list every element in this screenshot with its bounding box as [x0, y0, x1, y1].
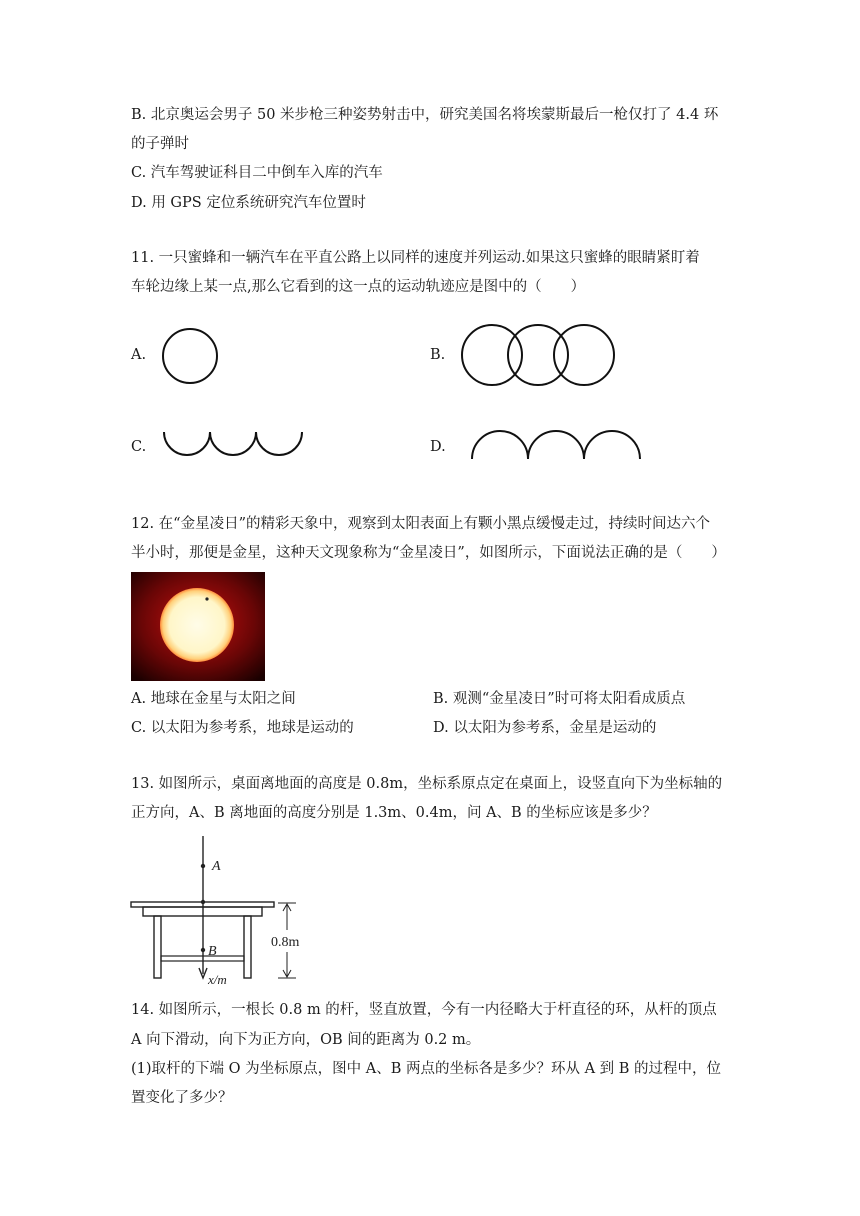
q11-stem-line1: 11. 一只蜜蜂和一辆汽车在平直公路上以同样的速度并列运动.如果这只蜜蜂的眼睛紧盯着	[131, 250, 700, 266]
q14-part1-line2: 置变化了多少？	[131, 1090, 233, 1106]
q11-figure-b-overlapping-circles	[458, 322, 620, 388]
q10-option-b-line2: 的子弹时	[131, 136, 189, 152]
q11-figure-a-circle	[160, 326, 222, 388]
q13-stem-line1: 13. 如图所示，桌面离地面的高度是 0.8m，坐标系原点定在桌面上，设竖直向下为坐标轴的	[131, 776, 723, 792]
x-axis-label: x/m	[208, 972, 227, 987]
q11-figure-c-cups	[160, 428, 310, 462]
q11-figure-d-arches	[468, 425, 648, 461]
point-a-label: A	[212, 859, 221, 874]
q11-label-c: C.	[131, 439, 147, 455]
q12-option-a: A. 地球在金星与太阳之间	[131, 691, 296, 707]
q14-stem-line1: 14. 如图所示，一根长 0.8 m 的杆，竖直放置，今有一内径略大于杆直径的环，从杆的顶点	[131, 1002, 717, 1018]
height-label: 0.8m	[271, 935, 300, 950]
point-b-label: B	[208, 944, 217, 959]
q12-stem-line1: 12. 在“金星凌日”的精彩天象中，观察到太阳表面上有颗小黑点缓慢走过，持续时间达六个	[131, 516, 710, 532]
q12-stem-line2: 半小时，那便是金星，这种天文现象称为“金星凌日”，如图所示，下面说法正确的是（ ）	[131, 545, 726, 561]
q10-option-b-line1: B. 北京奥运会男子 50 米步枪三种姿势射击中，研究美国名将埃蒙斯最后一枪仅打了 4.4 环	[131, 107, 719, 123]
q13-table-diagram	[128, 832, 318, 987]
q12-option-c: C. 以太阳为参考系，地球是运动的	[131, 720, 354, 736]
q11-label-d: D.	[430, 439, 446, 455]
q10-option-c: C. 汽车驾驶证科目二中倒车入库的汽车	[131, 165, 383, 181]
venus-transit-photo	[131, 572, 265, 681]
q14-part1-line1: (1)取杆的下端 O 为坐标原点，图中 A、B 两点的坐标各是多少？环从 A 到 B 的过程中，位	[131, 1061, 722, 1077]
q12-option-b: B. 观测“金星凌日”时可将太阳看成质点	[433, 691, 686, 707]
q11-label-a: A.	[131, 347, 147, 363]
q12-option-d: D. 以太阳为参考系，金星是运动的	[433, 720, 657, 736]
q11-stem-line2: 车轮边缘上某一点,那么它看到的这一点的运动轨迹应是图中的（ ）	[131, 279, 586, 295]
q13-stem-line2: 正方向，A、B 离地面的高度分别是 1.3m、0.4m，问 A、B 的坐标应该是多少？	[131, 805, 657, 821]
q14-stem-line2: A 向下滑动，向下为正方向，OB 间的距离为 0.2 m。	[131, 1032, 481, 1048]
q11-label-b: B.	[430, 347, 446, 363]
q10-option-d: D. 用 GPS 定位系统研究汽车位置时	[131, 195, 366, 211]
